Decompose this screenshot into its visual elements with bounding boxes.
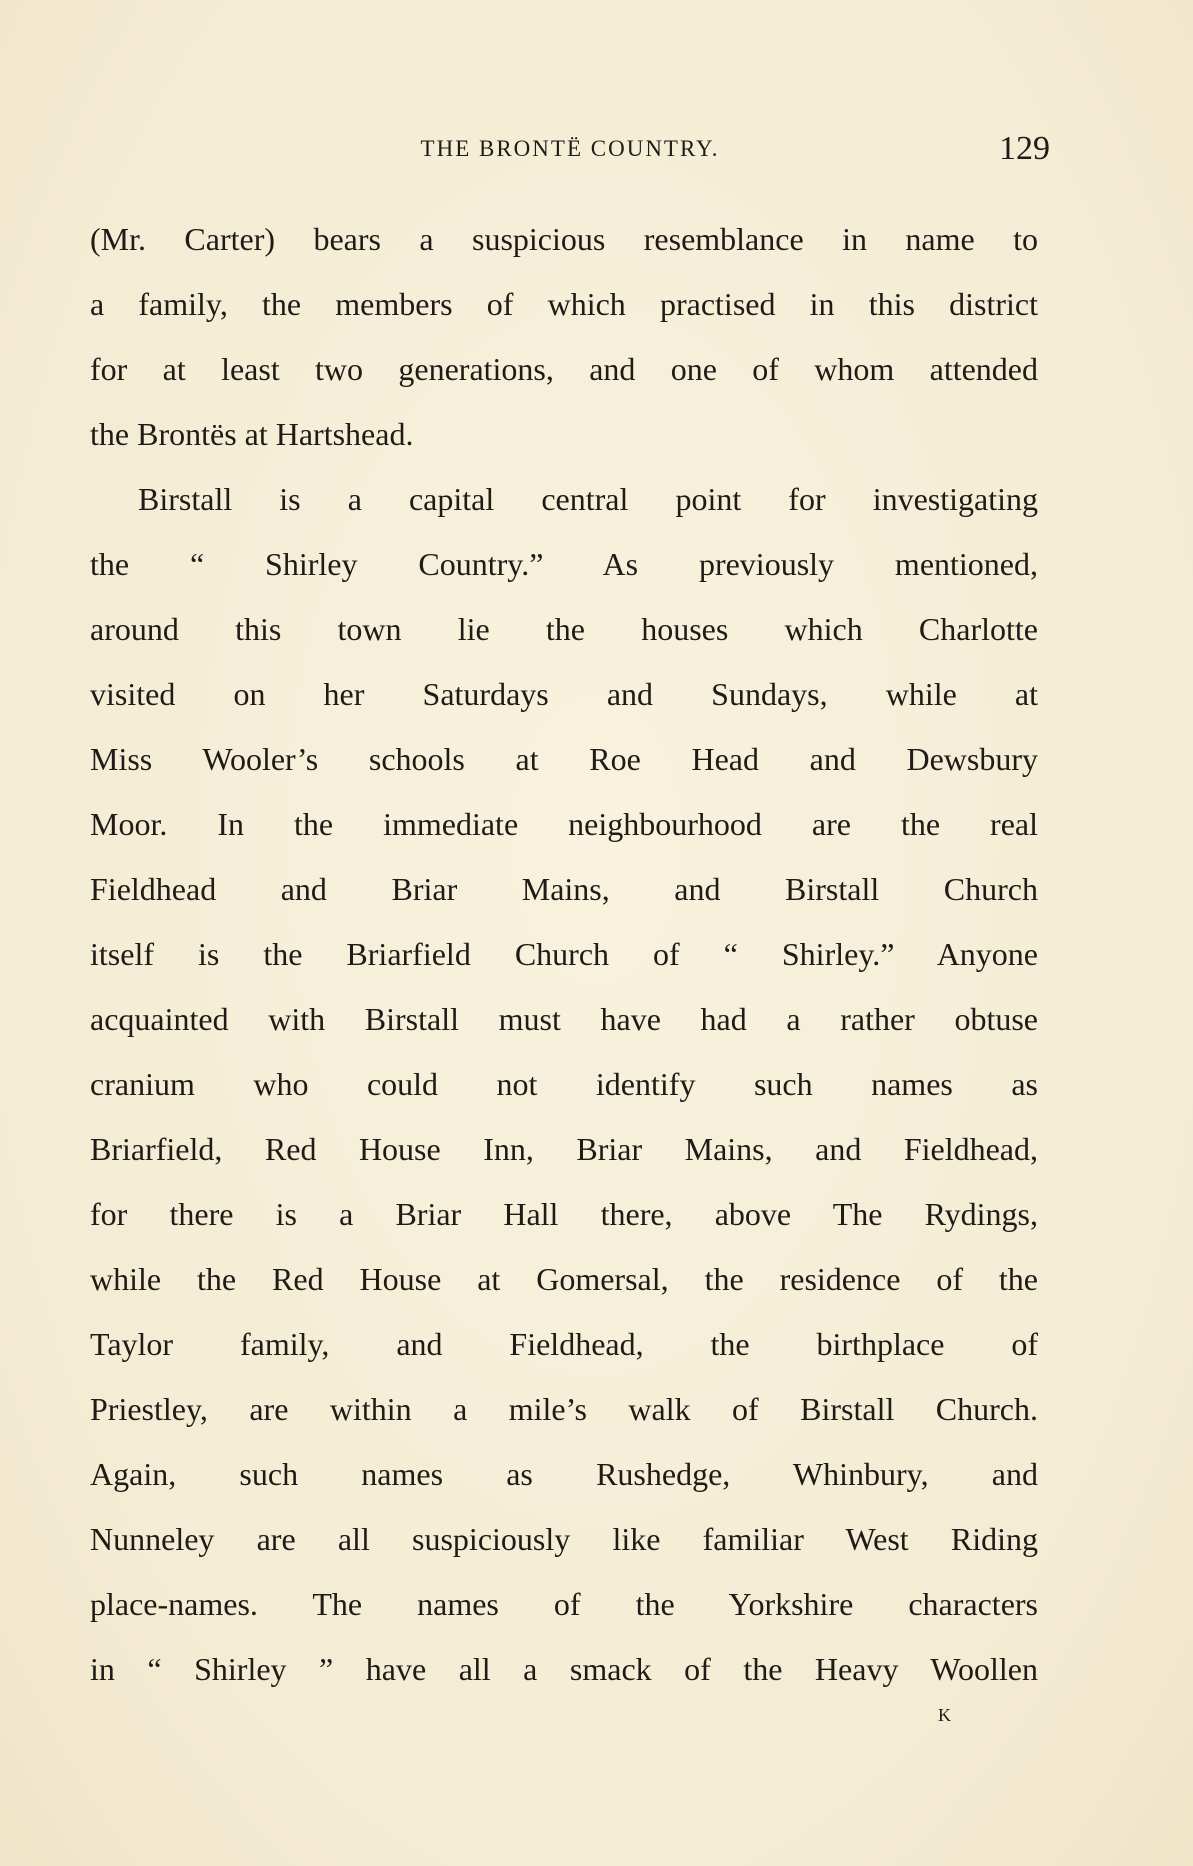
text-line: Birstall is a capital central point for investigating [138,481,1038,517]
text-line: Fieldhead and Briar Mains, and Birstall Church [90,871,1038,907]
text-line: cranium who could not identify such names as [90,1066,1038,1102]
text-line: for there is a Briar Hall there, above The Rydings, [90,1196,1038,1232]
running-header [90,130,1050,170]
text-line: place-names. The names of the Yorkshire characters [90,1586,1038,1622]
text-line: in “ Shirley ” have all a smack of the Heavy Woollen [90,1651,1038,1687]
text-line: Miss Wooler’s schools at Roe Head and Dewsbury [90,741,1038,777]
text-line: a family, the members of which practised in this district [90,286,1038,322]
text-line: itself is the Briarfield Church of “ Shirley.” Anyone [90,936,1038,972]
signature-mark: K [938,1705,952,1725]
text-line: Priestley, are within a mile’s walk of Birstall Church. [90,1391,1038,1427]
page-number: 129 [999,130,1050,167]
text-line: Taylor family, and Fieldhead, the birthplace of [90,1326,1038,1362]
text-line: Moor. In the immediate neighbourhood are the real [90,806,1038,842]
text-line: Nunneley are all suspiciously like familiar West Riding [90,1521,1038,1557]
text-line: Again, such names as Rushedge, Whinbury, and [90,1456,1038,1492]
body-text [90,207,1038,1702]
running-title: THE BRONTË COUNTRY. [420,136,720,161]
text-line: the “ Shirley Country.” As previously mentioned, [90,546,1038,582]
text-line: around this town lie the houses which Charlotte [90,611,1038,647]
text-line: while the Red House at Gomersal, the residence of the [90,1261,1038,1297]
text-line: acquainted with Birstall must have had a rather obtuse [90,1001,1038,1037]
text-line: visited on her Saturdays and Sundays, while at [90,676,1038,712]
text-line: (Mr. Carter) bears a suspicious resemblance in name to [90,221,1038,257]
text-line: the Brontës at Hartshead. [90,416,414,452]
text-line: for at least two generations, and one of whom attended [90,351,1038,387]
text-line: Briarfield, Red House Inn, Briar Mains, and Fieldhead, [90,1131,1038,1167]
